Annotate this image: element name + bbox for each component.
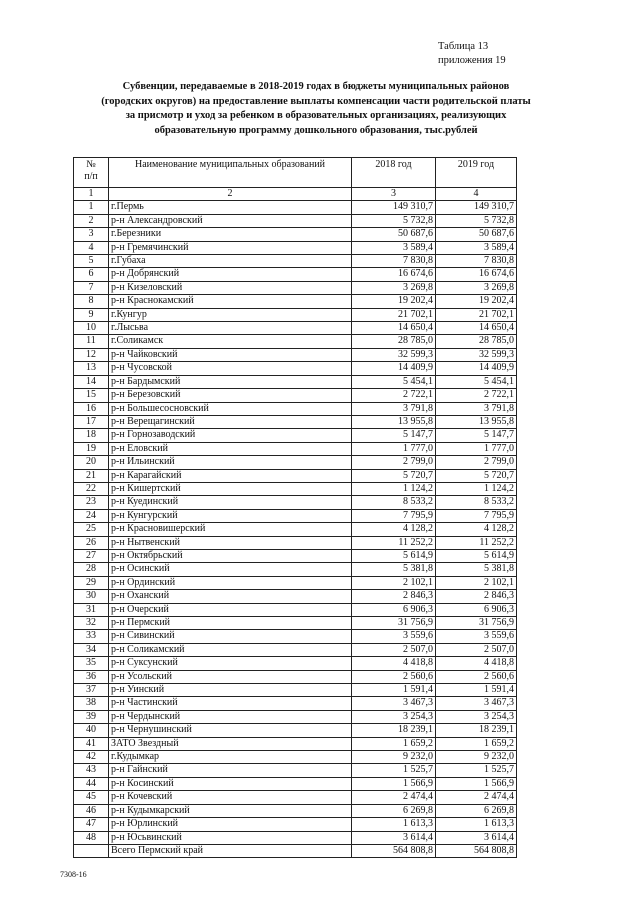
municipality-name: г.Кунгур (109, 308, 352, 321)
total-2019: 564 808,8 (436, 844, 517, 857)
table-row (74, 509, 517, 522)
table-row (74, 791, 517, 804)
value-2019: 4 418,8 (436, 657, 517, 670)
value-2019: 21 702,1 (436, 308, 517, 321)
row-number: 37 (74, 684, 109, 697)
value-2019: 9 232,0 (436, 751, 517, 764)
value-2018: 6 906,3 (352, 603, 436, 616)
row-number: 31 (74, 603, 109, 616)
table-number: Таблица 13 (438, 41, 489, 52)
header-num-line1: № (86, 159, 96, 170)
value-2019: 7 830,8 (436, 255, 517, 268)
table-row (74, 643, 517, 656)
table-row (74, 751, 517, 764)
row-number: 2 (74, 214, 109, 227)
row-number: 6 (74, 268, 109, 281)
municipality-name: г.Пермь (109, 201, 352, 214)
municipality-name: г.Березники (109, 228, 352, 241)
header-name: Наименование муниципальных образований (109, 158, 352, 188)
header-num-line2: п/п (84, 171, 98, 182)
value-2019: 18 239,1 (436, 724, 517, 737)
municipality-name: р-н Юрлинский (109, 818, 352, 831)
value-2019: 31 756,9 (436, 617, 517, 630)
table-row (74, 684, 517, 697)
value-2019: 1 591,4 (436, 684, 517, 697)
value-2019: 3 614,4 (436, 831, 517, 844)
row-number: 41 (74, 737, 109, 750)
table-row (74, 831, 517, 844)
row-number: 48 (74, 831, 109, 844)
row-number: 40 (74, 724, 109, 737)
value-2018: 9 232,0 (352, 751, 436, 764)
value-2019: 1 777,0 (436, 442, 517, 455)
value-2019: 7 795,9 (436, 509, 517, 522)
table-row (74, 228, 517, 241)
value-2018: 5 614,9 (352, 549, 436, 562)
municipality-name: р-н Осинский (109, 563, 352, 576)
table-row (74, 322, 517, 335)
table-row (74, 335, 517, 348)
table-row (74, 268, 517, 281)
appendix-number: приложения 19 (438, 55, 506, 66)
value-2018: 18 239,1 (352, 724, 436, 737)
value-2018: 13 955,8 (352, 415, 436, 428)
table-row (74, 429, 517, 442)
municipality-name: р-н Чердынский (109, 710, 352, 723)
value-2018: 11 252,2 (352, 536, 436, 549)
table-row (74, 549, 517, 562)
row-number: 35 (74, 657, 109, 670)
value-2019: 50 687,6 (436, 228, 517, 241)
row-number: 17 (74, 415, 109, 428)
table-row (74, 536, 517, 549)
table-row (74, 737, 517, 750)
municipality-name: г.Соликамск (109, 335, 352, 348)
value-2018: 3 254,3 (352, 710, 436, 723)
row-number: 47 (74, 818, 109, 831)
col-index: 3 (352, 188, 436, 201)
municipality-name: р-н Горнозаводский (109, 429, 352, 442)
value-2018: 8 533,2 (352, 496, 436, 509)
table-row (74, 348, 517, 361)
municipality-name: р-н Оханский (109, 590, 352, 603)
row-number: 33 (74, 630, 109, 643)
value-2019: 11 252,2 (436, 536, 517, 549)
value-2019: 3 254,3 (436, 710, 517, 723)
value-2018: 3 559,6 (352, 630, 436, 643)
table-row (74, 469, 517, 482)
municipality-name: р-н Усольский (109, 670, 352, 683)
row-number: 23 (74, 496, 109, 509)
table-row (74, 389, 517, 402)
total-2018: 564 808,8 (352, 844, 436, 857)
row-number: 9 (74, 308, 109, 321)
municipality-name: р-н Чусовской (109, 362, 352, 375)
row-number: 27 (74, 549, 109, 562)
table-row (74, 308, 517, 321)
table-row (74, 603, 517, 616)
municipality-name: р-н Кунгурский (109, 509, 352, 522)
row-number: 19 (74, 442, 109, 455)
municipality-name: р-н Кудымкарский (109, 804, 352, 817)
value-2019: 5 454,1 (436, 375, 517, 388)
value-2018: 6 269,8 (352, 804, 436, 817)
value-2018: 5 454,1 (352, 375, 436, 388)
value-2019: 2 474,4 (436, 791, 517, 804)
value-2019: 14 409,9 (436, 362, 517, 375)
municipality-name: р-н Краснокамский (109, 295, 352, 308)
value-2019: 2 846,3 (436, 590, 517, 603)
municipality-name: р-н Кочевский (109, 791, 352, 804)
value-2018: 2 722,1 (352, 389, 436, 402)
title-line: образовательную программу дошкольного образования, тыс.рублей (154, 124, 478, 136)
municipality-name: г.Губаха (109, 255, 352, 268)
value-2018: 2 474,4 (352, 791, 436, 804)
table-row (74, 281, 517, 294)
row-number: 43 (74, 764, 109, 777)
row-number: 11 (74, 335, 109, 348)
municipality-name: р-н Куединский (109, 496, 352, 509)
value-2019: 5 147,7 (436, 429, 517, 442)
value-2019: 4 128,2 (436, 523, 517, 536)
value-2018: 149 310,7 (352, 201, 436, 214)
value-2018: 1 566,9 (352, 777, 436, 790)
table-row (74, 295, 517, 308)
table-body (74, 158, 517, 858)
row-number: 12 (74, 348, 109, 361)
document-code: 7308-16 (60, 870, 87, 879)
municipality-name: р-н Карагайский (109, 469, 352, 482)
table-row (74, 201, 517, 214)
municipality-name: р-н Верещагинский (109, 415, 352, 428)
table-row (74, 697, 517, 710)
row-number: 36 (74, 670, 109, 683)
value-2019: 1 124,2 (436, 482, 517, 495)
total-row (74, 844, 517, 857)
header-2018: 2018 год (352, 158, 436, 188)
value-2019: 2 102,1 (436, 576, 517, 589)
municipality-name: р-н Березовский (109, 389, 352, 402)
value-2018: 3 467,3 (352, 697, 436, 710)
row-number: 28 (74, 563, 109, 576)
value-2018: 4 128,2 (352, 523, 436, 536)
row-number: 10 (74, 322, 109, 335)
table-row (74, 214, 517, 227)
value-2019: 2 560,6 (436, 670, 517, 683)
row-number: 18 (74, 429, 109, 442)
value-2018: 1 525,7 (352, 764, 436, 777)
value-2018: 1 613,3 (352, 818, 436, 831)
table-row (74, 724, 517, 737)
title-line: за присмотр и уход за ребенком в образовательных организациях, реализующих (125, 110, 507, 121)
table-row (74, 523, 517, 536)
table-row (74, 456, 517, 469)
value-2019: 2 799,0 (436, 456, 517, 469)
value-2019: 5 732,8 (436, 214, 517, 227)
municipality-name: р-н Сивинский (109, 630, 352, 643)
value-2019: 28 785,0 (436, 335, 517, 348)
value-2019: 5 614,9 (436, 549, 517, 562)
value-2018: 4 418,8 (352, 657, 436, 670)
value-2019: 3 791,8 (436, 402, 517, 415)
row-number: 8 (74, 295, 109, 308)
municipality-name: г.Кудымкар (109, 751, 352, 764)
value-2018: 2 507,0 (352, 643, 436, 656)
municipality-name: р-н Ординский (109, 576, 352, 589)
municipality-name: р-н Суксунский (109, 657, 352, 670)
municipality-name: р-н Пермский (109, 617, 352, 630)
value-2018: 32 599,3 (352, 348, 436, 361)
table-row (74, 241, 517, 254)
table-row (74, 442, 517, 455)
table-row (74, 818, 517, 831)
municipality-name: р-н Нытвенский (109, 536, 352, 549)
value-2018: 7 830,8 (352, 255, 436, 268)
total-label: Всего Пермский край (109, 844, 352, 857)
municipality-name: р-н Очерский (109, 603, 352, 616)
municipality-name: р-н Александровский (109, 214, 352, 227)
value-2018: 19 202,4 (352, 295, 436, 308)
value-2019: 1 613,3 (436, 818, 517, 831)
table-row (74, 255, 517, 268)
value-2019: 6 269,8 (436, 804, 517, 817)
municipality-name: р-н Красновишерский (109, 523, 352, 536)
col-index: 2 (109, 188, 352, 201)
value-2018: 7 795,9 (352, 509, 436, 522)
table-row (74, 590, 517, 603)
table-row (74, 617, 517, 630)
value-2018: 50 687,6 (352, 228, 436, 241)
value-2019: 3 589,4 (436, 241, 517, 254)
municipality-name: г.Лысьва (109, 322, 352, 335)
value-2018: 1 659,2 (352, 737, 436, 750)
row-number: 22 (74, 482, 109, 495)
table-row (74, 777, 517, 790)
value-2018: 31 756,9 (352, 617, 436, 630)
value-2018: 2 560,6 (352, 670, 436, 683)
title-line: Субвенции, передаваемые в 2018-2019 годах в бюджеты муниципальных районов (122, 81, 510, 92)
table-row (74, 657, 517, 670)
value-2019: 6 906,3 (436, 603, 517, 616)
row-number: 34 (74, 643, 109, 656)
value-2019: 1 525,7 (436, 764, 517, 777)
value-2018: 16 674,6 (352, 268, 436, 281)
row-number: 44 (74, 777, 109, 790)
municipality-name: р-н Гайнский (109, 764, 352, 777)
row-number: 46 (74, 804, 109, 817)
total-empty-cell (74, 844, 109, 857)
value-2019: 16 674,6 (436, 268, 517, 281)
value-2018: 21 702,1 (352, 308, 436, 321)
municipality-name: р-н Еловский (109, 442, 352, 455)
row-number: 16 (74, 402, 109, 415)
value-2018: 2 799,0 (352, 456, 436, 469)
table-row (74, 402, 517, 415)
table-row (74, 576, 517, 589)
table-header-row (74, 158, 517, 188)
row-number: 14 (74, 375, 109, 388)
row-number: 38 (74, 697, 109, 710)
row-number: 13 (74, 362, 109, 375)
value-2018: 1 124,2 (352, 482, 436, 495)
row-number: 25 (74, 523, 109, 536)
value-2018: 2 102,1 (352, 576, 436, 589)
value-2019: 19 202,4 (436, 295, 517, 308)
value-2018: 3 791,8 (352, 402, 436, 415)
appendix-reference (438, 40, 506, 68)
value-2018: 2 846,3 (352, 590, 436, 603)
table-row (74, 496, 517, 509)
municipality-name: р-н Уинский (109, 684, 352, 697)
subventions-table (73, 157, 517, 858)
col-index: 1 (74, 188, 109, 201)
table-row (74, 362, 517, 375)
value-2019: 3 467,3 (436, 697, 517, 710)
value-2018: 14 650,4 (352, 322, 436, 335)
row-number: 4 (74, 241, 109, 254)
value-2018: 5 381,8 (352, 563, 436, 576)
municipality-name: р-н Октябрьский (109, 549, 352, 562)
municipality-name: р-н Кизеловский (109, 281, 352, 294)
value-2018: 1 591,4 (352, 684, 436, 697)
row-number: 1 (74, 201, 109, 214)
value-2019: 3 269,8 (436, 281, 517, 294)
value-2018: 5 147,7 (352, 429, 436, 442)
municipality-name: р-н Чайковский (109, 348, 352, 361)
value-2018: 3 589,4 (352, 241, 436, 254)
row-number: 21 (74, 469, 109, 482)
table-row (74, 710, 517, 723)
municipality-name: р-н Косинский (109, 777, 352, 790)
value-2019: 2 722,1 (436, 389, 517, 402)
value-2019: 5 720,7 (436, 469, 517, 482)
municipality-name: р-н Чернушинский (109, 724, 352, 737)
value-2019: 149 310,7 (436, 201, 517, 214)
value-2019: 3 559,6 (436, 630, 517, 643)
table-row (74, 563, 517, 576)
table-row (74, 764, 517, 777)
table-row (74, 415, 517, 428)
municipality-name: р-н Большесосновский (109, 402, 352, 415)
column-index-row (74, 188, 517, 201)
col-index: 4 (436, 188, 517, 201)
value-2018: 5 732,8 (352, 214, 436, 227)
title-line: (городских округов) на предоставление выплаты компенсации части родительской платы (101, 95, 531, 107)
row-number: 42 (74, 751, 109, 764)
table-row (74, 670, 517, 683)
municipality-name: ЗАТО Звездный (109, 737, 352, 750)
value-2019: 5 381,8 (436, 563, 517, 576)
municipality-name: р-н Соликамский (109, 643, 352, 656)
header-2019: 2019 год (436, 158, 517, 188)
table-row (74, 482, 517, 495)
municipality-name: р-н Частинский (109, 697, 352, 710)
value-2019: 14 650,4 (436, 322, 517, 335)
value-2019: 1 566,9 (436, 777, 517, 790)
row-number: 26 (74, 536, 109, 549)
row-number: 29 (74, 576, 109, 589)
value-2018: 28 785,0 (352, 335, 436, 348)
row-number: 24 (74, 509, 109, 522)
municipality-name: р-н Гремячинский (109, 241, 352, 254)
municipality-name: р-н Добрянский (109, 268, 352, 281)
municipality-name: р-н Бардымский (109, 375, 352, 388)
municipality-name: р-н Кишертский (109, 482, 352, 495)
value-2019: 2 507,0 (436, 643, 517, 656)
document-title (58, 80, 574, 138)
row-number: 15 (74, 389, 109, 402)
value-2018: 3 269,8 (352, 281, 436, 294)
value-2018: 3 614,4 (352, 831, 436, 844)
row-number: 7 (74, 281, 109, 294)
value-2019: 1 659,2 (436, 737, 517, 750)
value-2019: 13 955,8 (436, 415, 517, 428)
value-2019: 8 533,2 (436, 496, 517, 509)
value-2019: 32 599,3 (436, 348, 517, 361)
row-number: 32 (74, 617, 109, 630)
row-number: 39 (74, 710, 109, 723)
row-number: 20 (74, 456, 109, 469)
row-number: 5 (74, 255, 109, 268)
row-number: 3 (74, 228, 109, 241)
table-row (74, 804, 517, 817)
header-num (74, 158, 109, 188)
municipality-name: р-н Ильинский (109, 456, 352, 469)
table-row (74, 630, 517, 643)
value-2018: 1 777,0 (352, 442, 436, 455)
row-number: 45 (74, 791, 109, 804)
value-2018: 5 720,7 (352, 469, 436, 482)
table-row (74, 375, 517, 388)
row-number: 30 (74, 590, 109, 603)
municipality-name: р-н Юсьвинский (109, 831, 352, 844)
value-2018: 14 409,9 (352, 362, 436, 375)
